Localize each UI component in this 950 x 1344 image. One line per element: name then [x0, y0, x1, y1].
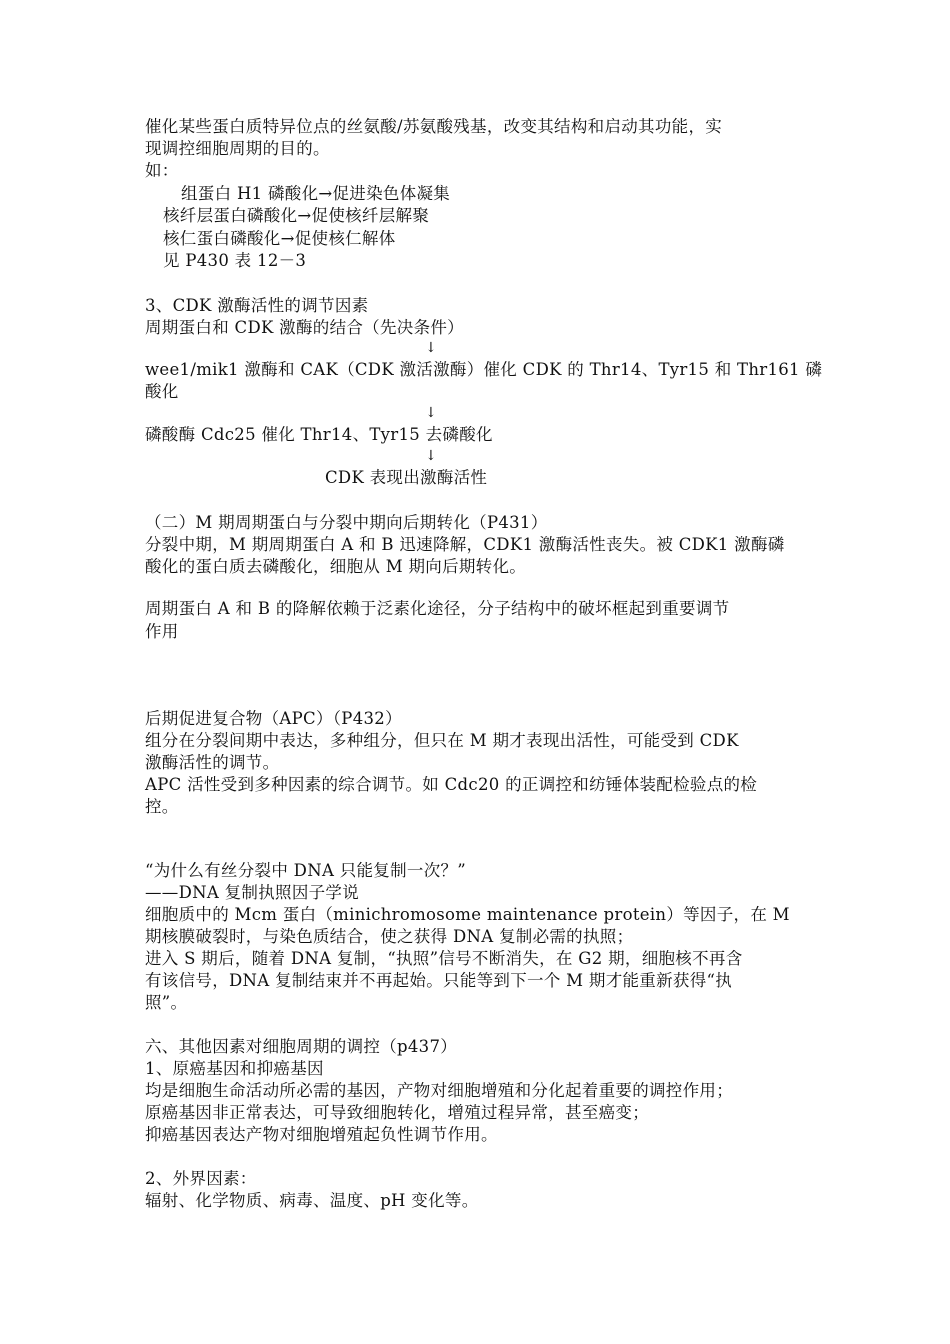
text-line: 酸化的蛋白质去磷酸化，细胞从 M 期向后期转化。 [145, 557, 527, 576]
text-line: 周期蛋白 A 和 B 的降解依赖于泛素化途径，分子结构中的破坏框起到重要调节 [145, 599, 730, 618]
text-line: 进入 S 期后，随着 DNA 复制，“执照”信号不断消失，在 G2 期，细胞核不再含 [145, 949, 743, 968]
text-line: 分裂中期，M 期周期蛋白 A 和 B 迅速降解，CDK1 激酶活性丧失。被 CDK1 激酶磷 [145, 535, 785, 554]
down-arrow-icon: ↓ [425, 448, 438, 464]
text-line: 如： [145, 161, 179, 180]
text-line: 照”。 [145, 993, 188, 1012]
text-line: 有该信号，DNA 复制结束并不再起始。只能等到下一个 M 期才能重新获得“执 [145, 971, 733, 990]
text-line: 酸化 [145, 382, 179, 401]
section-heading: “为什么有丝分裂中 DNA 只能复制一次？” [145, 861, 467, 880]
text-line: 抑癌基因表达产物对细胞增殖起负性调节作用。 [145, 1125, 498, 1144]
section-heading: （二）M 期周期蛋白与分裂中期向后期转化（P431） [145, 513, 548, 532]
text-line: 辐射、化学物质、病毒、温度、pH 变化等。 [145, 1191, 479, 1210]
down-arrow-icon: ↓ [425, 340, 438, 356]
text-line: APC 活性受到多种因素的综合调节。如 Cdc20 的正调控和纺锤体装配检验点的检 [145, 775, 758, 794]
text-line: 催化某些蛋白质特异位点的丝氨酸/苏氨酸残基，改变其结构和启动其功能，实 [145, 117, 723, 136]
text-line: 核仁蛋白磷酸化→促使核仁解体 [163, 229, 396, 248]
text-line: ——DNA 复制执照因子学说 [145, 883, 360, 902]
text-line: 现调控细胞周期的目的。 [145, 139, 330, 158]
text-line: 核纤层蛋白磷酸化→促使核纤层解聚 [163, 206, 430, 225]
section-heading: 六、其他因素对细胞周期的调控（p437） [145, 1037, 458, 1056]
text-line: 磷酸酶 Cdc25 催化 Thr14、Tyr15 去磷酸化 [145, 425, 493, 444]
text-line: wee1/mik1 激酶和 CAK（CDK 激活激酶）催化 CDK 的 Thr14、Tyr15 和 Thr161 磷 [145, 360, 823, 379]
text-line: 组蛋白 H1 磷酸化→促进染色体凝集 [181, 184, 451, 203]
text-line: 作用 [145, 622, 179, 641]
section-heading: 2、外界因素： [145, 1169, 257, 1188]
text-line: 控。 [145, 797, 179, 816]
text-line: 1、原癌基因和抑癌基因 [145, 1059, 324, 1078]
section-heading: 3、CDK 激酶活性的调节因素 [145, 296, 369, 315]
text-line: 激酶活性的调节。 [145, 753, 280, 772]
text-line: 周期蛋白和 CDK 激酶的结合（先决条件） [145, 318, 464, 337]
text-line: 细胞质中的 Mcm 蛋白（minichromosome maintenance protein）等因子，在 M [145, 905, 790, 924]
section-heading: 后期促进复合物（APC）（P432） [145, 709, 402, 728]
text-line: 均是细胞生命活动所必需的基因，产物对细胞增殖和分化起着重要的调控作用； [145, 1081, 733, 1100]
text-line: 见 P430 表 12－3 [163, 251, 307, 270]
text-line: 原癌基因非正常表达，可导致细胞转化，增殖过程异常，甚至癌变； [145, 1103, 649, 1122]
text-line: 期核膜破裂时，与染色质结合，使之获得 DNA 复制必需的执照； [145, 927, 634, 946]
text-line: 组分在分裂间期中表达，多种组分，但只在 M 期才表现出活性，可能受到 CDK [145, 731, 739, 750]
text-line: CDK 表现出激酶活性 [325, 468, 488, 487]
down-arrow-icon: ↓ [425, 405, 438, 421]
